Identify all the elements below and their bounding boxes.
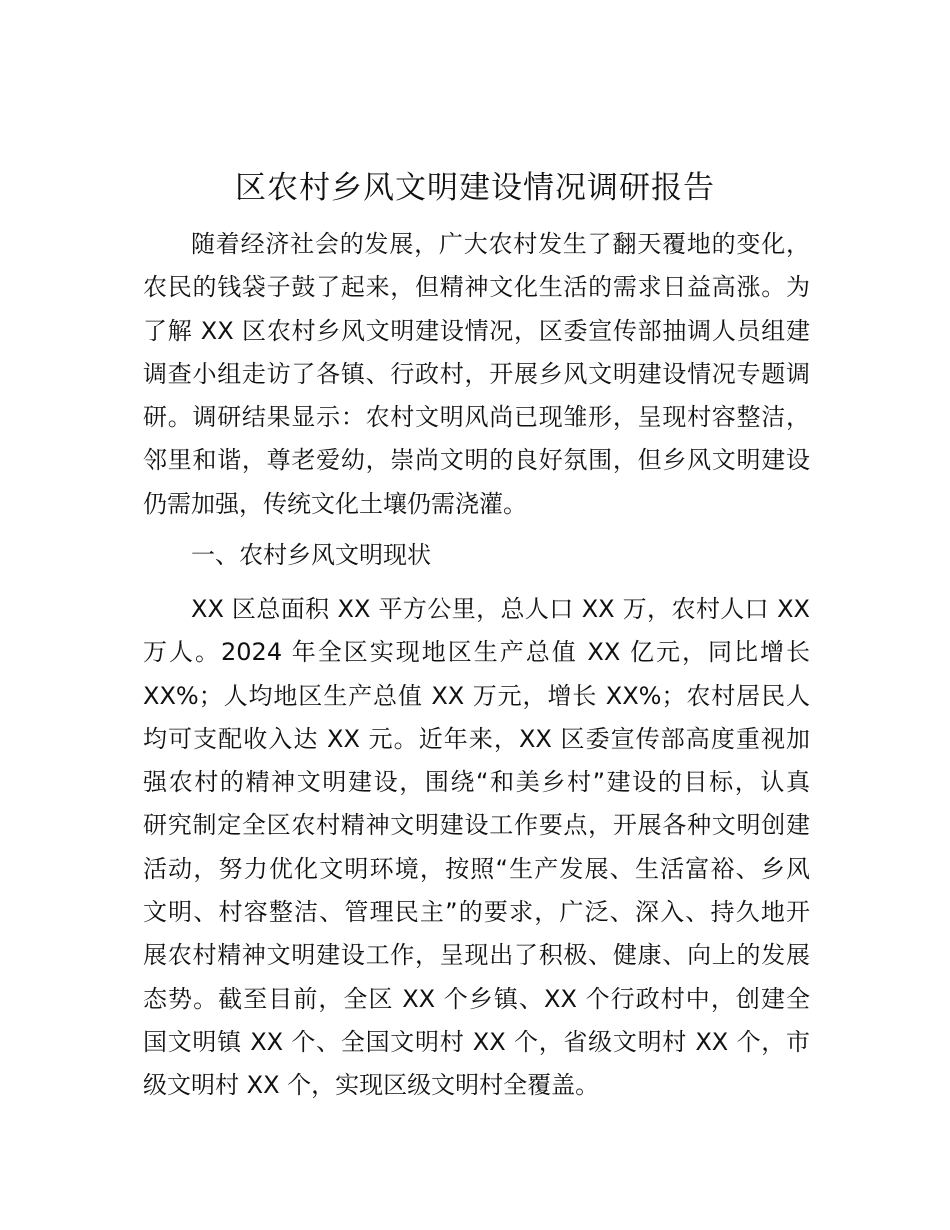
intro-paragraph [143, 223, 810, 526]
section-heading [143, 534, 810, 577]
paragraph-line: 均可支配收入达 XX 元。近年来，XX 区委宣传部高度重视加 [143, 724, 810, 753]
paragraph-line: 级文明村 XX 个，实现区级文明村全覆盖。 [143, 1071, 600, 1100]
paragraph-line: 态势。截至目前，全区 XX 个乡镇、XX 个行政村中，创建全 [143, 984, 810, 1013]
paragraph-line: 活动，努力优化文明环境，按照“生产发展、生活富裕、乡风 [143, 854, 810, 883]
paragraph-line: 农民的钱袋子鼓了起来，但精神文化生活的需求日益高涨。为 [143, 273, 810, 302]
paragraph-line: 研。调研结果显示：农村文明风尚已现雏形，呈现村容整洁， [143, 403, 810, 432]
paragraph-line: 邻里和谐，尊老爱幼，崇尚文明的良好氛围，但乡风文明建设 [143, 446, 810, 475]
paragraph-line: 研究制定全区农村精神文明建设工作要点，开展各种文明创建 [143, 811, 810, 840]
document-title: 区农村乡风文明建设情况调研报告 [235, 170, 715, 206]
paragraph-line: 强农村的精神文明建设，围绕“和美乡村”建设的目标，认真 [143, 768, 810, 797]
paragraph-line: 调查小组走访了各镇、行政村，开展乡风文明建设情况专题调 [143, 359, 810, 388]
paragraph-line: 国文明镇 XX 个、全国文明村 XX 个，省级文明村 XX 个，市 [143, 1027, 810, 1056]
paragraph-line: 随着经济社会的发展，广大农村发生了翻天覆地的变化， [191, 230, 810, 258]
paragraph-line: 了解 XX 区农村乡风文明建设情况，区委宣传部抽调人员组建 [143, 316, 810, 345]
paragraph-line: 万人。2024 年全区实现地区生产总值 XX 亿元，同比增长 [143, 638, 810, 667]
paragraph-line: XX%；人均地区生产总值 XX 万元，增长 XX%；农村居民人 [143, 681, 810, 710]
paragraph-line: 文明、村容整洁、管理民主”的要求，广泛、深入、持久地开 [143, 898, 810, 927]
paragraph-line: XX 区总面积 XX 平方公里，总人口 XX 万，农村人口 XX [191, 595, 810, 623]
section-heading-text: 一、农村乡风文明现状 [191, 541, 431, 569]
paragraph-line: 仍需加强，传统文化土壤仍需浇灌。 [143, 489, 527, 518]
status-paragraph [143, 588, 810, 1108]
paragraph-line: 展农村精神文明建设工作，呈现出了积极、健康、向上的发展 [143, 941, 810, 970]
